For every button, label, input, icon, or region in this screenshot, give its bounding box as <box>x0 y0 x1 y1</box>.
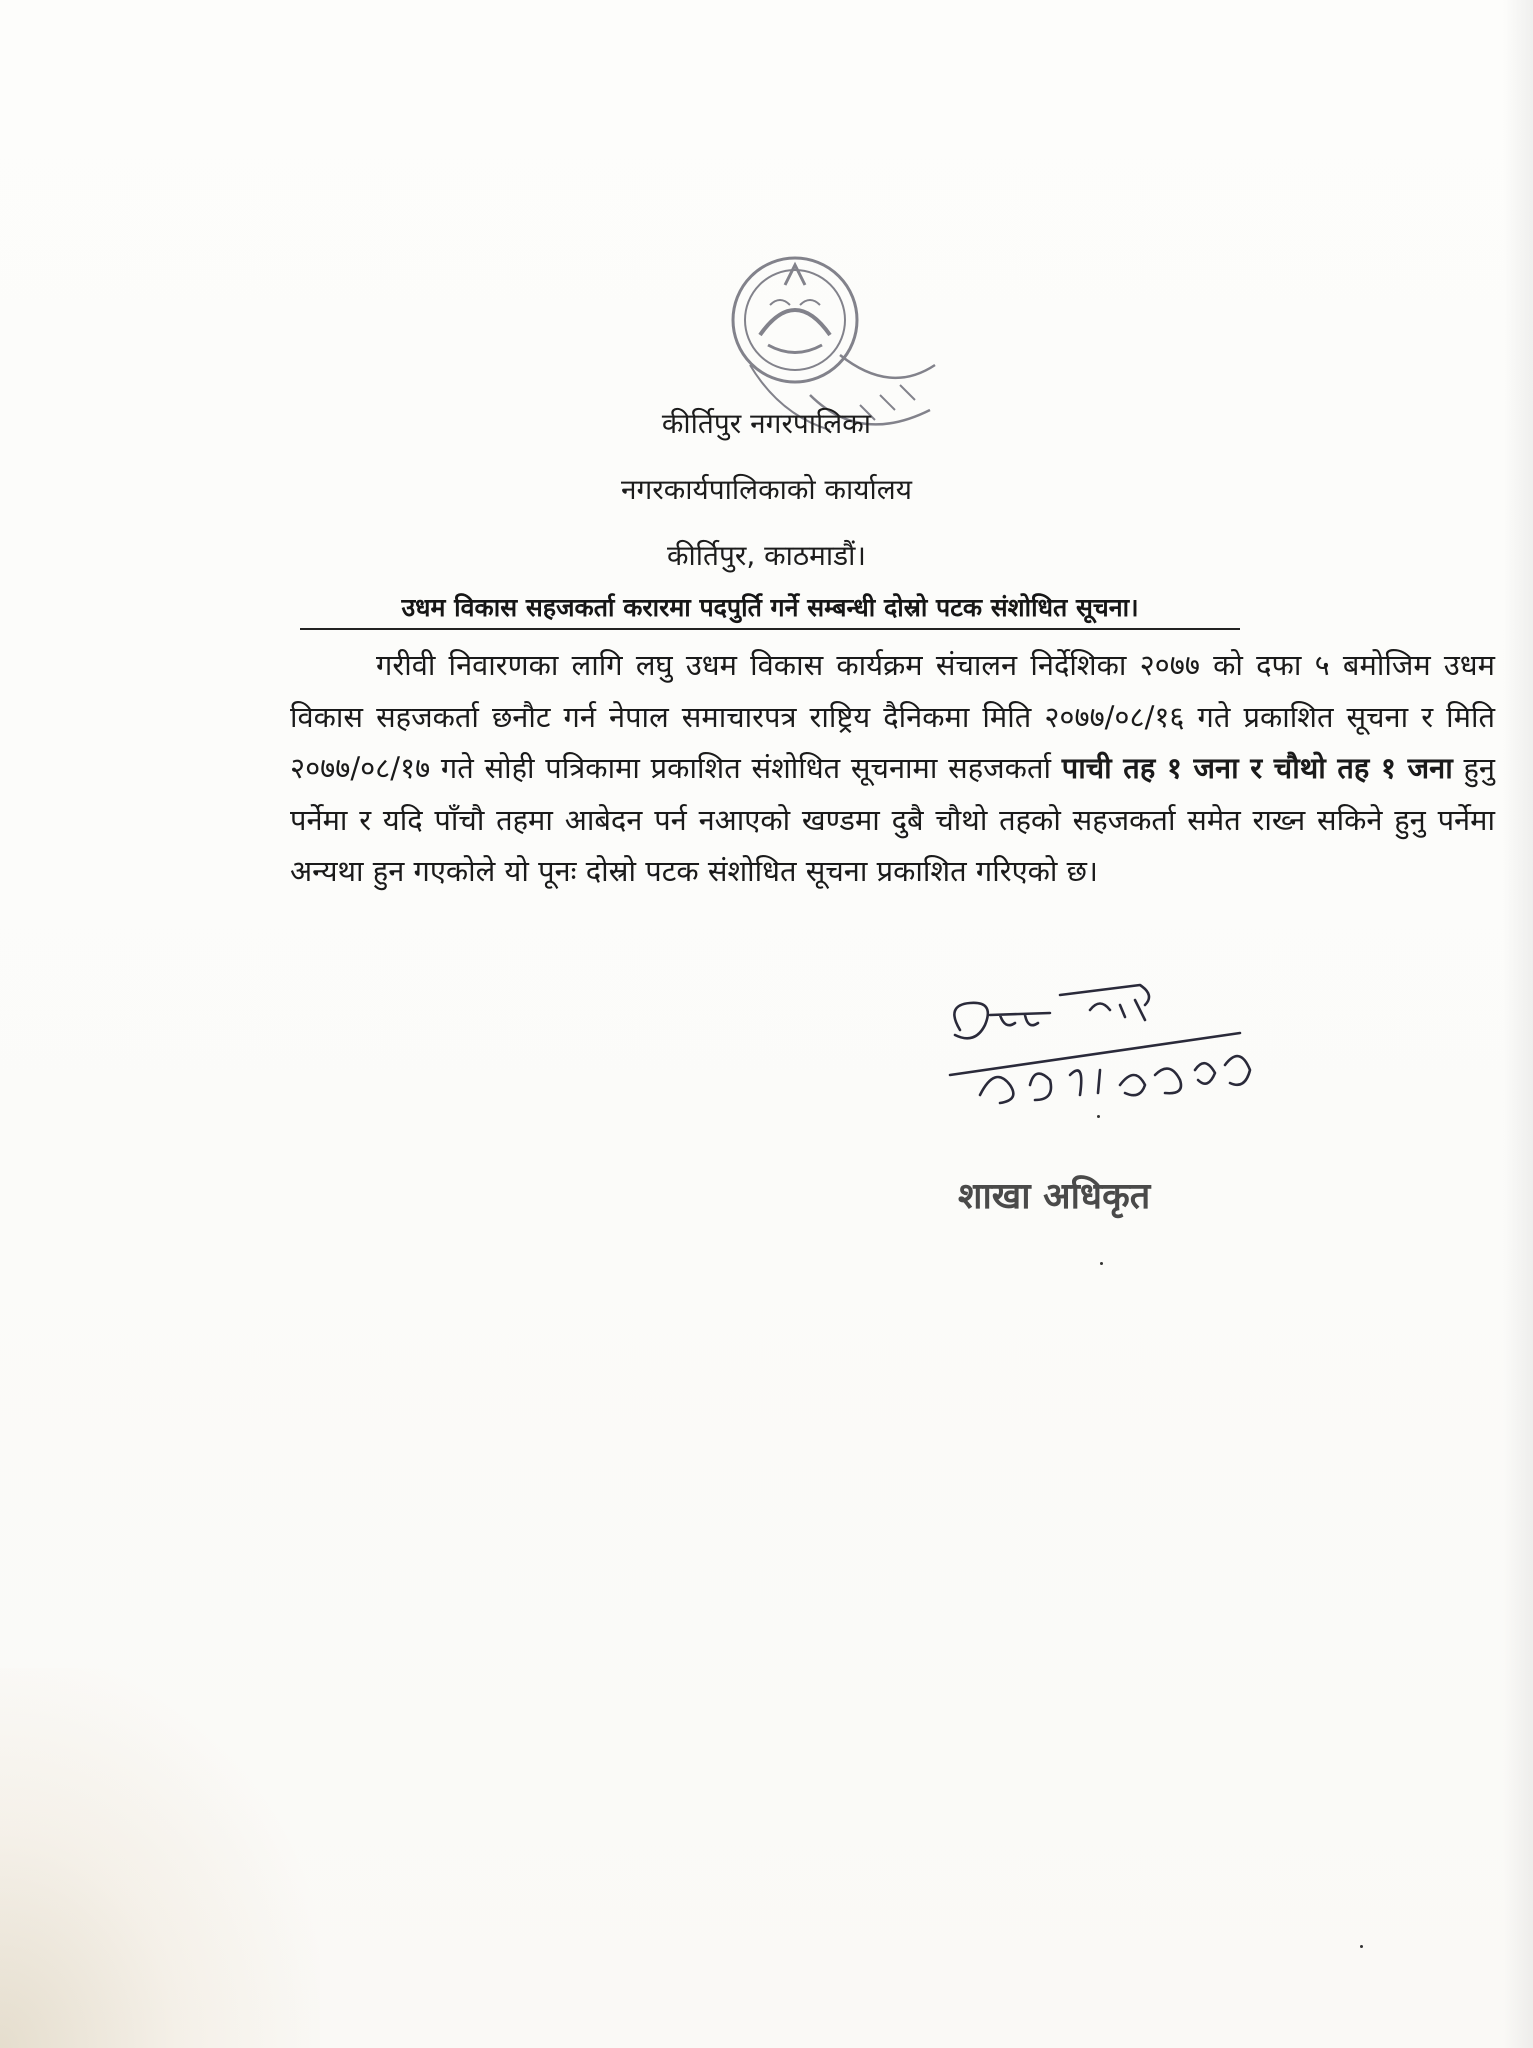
office-name: नगरकार्यपालिकाको कार्यालय <box>620 473 913 506</box>
ink-dot <box>1097 1115 1100 1118</box>
notice-body-bold: पाची तह १ जना र चौथो तह १ जना <box>1061 751 1453 785</box>
notice-body-part1: गरीवी निवारणका लागि लघु उधम विकास कार्यक्रम संचालन निर्देशिका २०७७ को दफा ५ बमोजिम उधम विकास सहजकर्ता छनौट गर्न नेपाल समाचारपत्र राष्ट्रिय दैनिकमा मिति २०७७/०८/१६ गते प्रकाशित सूचना र मिति २०७७/०८/१७ गते सोही पत्रिकामा प्रकाशित संशोधित सूचनामा सहजकर्ता <box>290 648 1495 785</box>
handwritten-signature <box>940 975 1320 1115</box>
notice-body <box>290 640 1495 898</box>
org-name: कीर्तिपुर नगरपालिका <box>661 407 872 440</box>
notice-body-part2: हुनु पर्नेमा र यदि पाँचौ तहमा आबेदन पर्न नआएको खण्डमा दुबै चौथो तहको सहजकर्ता समेत राख्न सकिने हुनु पर्नेमा अन्यथा हुन गएकोले यो पूनः दोस्रो पटक संशोधित सूचना प्रकाशित गरिएको छ। <box>290 751 1496 888</box>
page-edge-shadow <box>1503 0 1533 2048</box>
official-seal-icon <box>690 245 960 485</box>
title-underline <box>300 628 1240 630</box>
notice-title: उधम विकास सहजकर्ता करारमा पदपुर्ति गर्ने सम्बन्धी दोस्रो पटक संशोधित सूचना। <box>401 593 1139 622</box>
ink-dot <box>1360 1945 1363 1948</box>
ink-dot <box>1100 1262 1103 1265</box>
office-address: कीर्तिपुर, काठमाडौं। <box>667 539 866 572</box>
signatory-designation: शाखा अधिकृत <box>958 1175 1151 1217</box>
paper-stain <box>0 1668 320 2048</box>
